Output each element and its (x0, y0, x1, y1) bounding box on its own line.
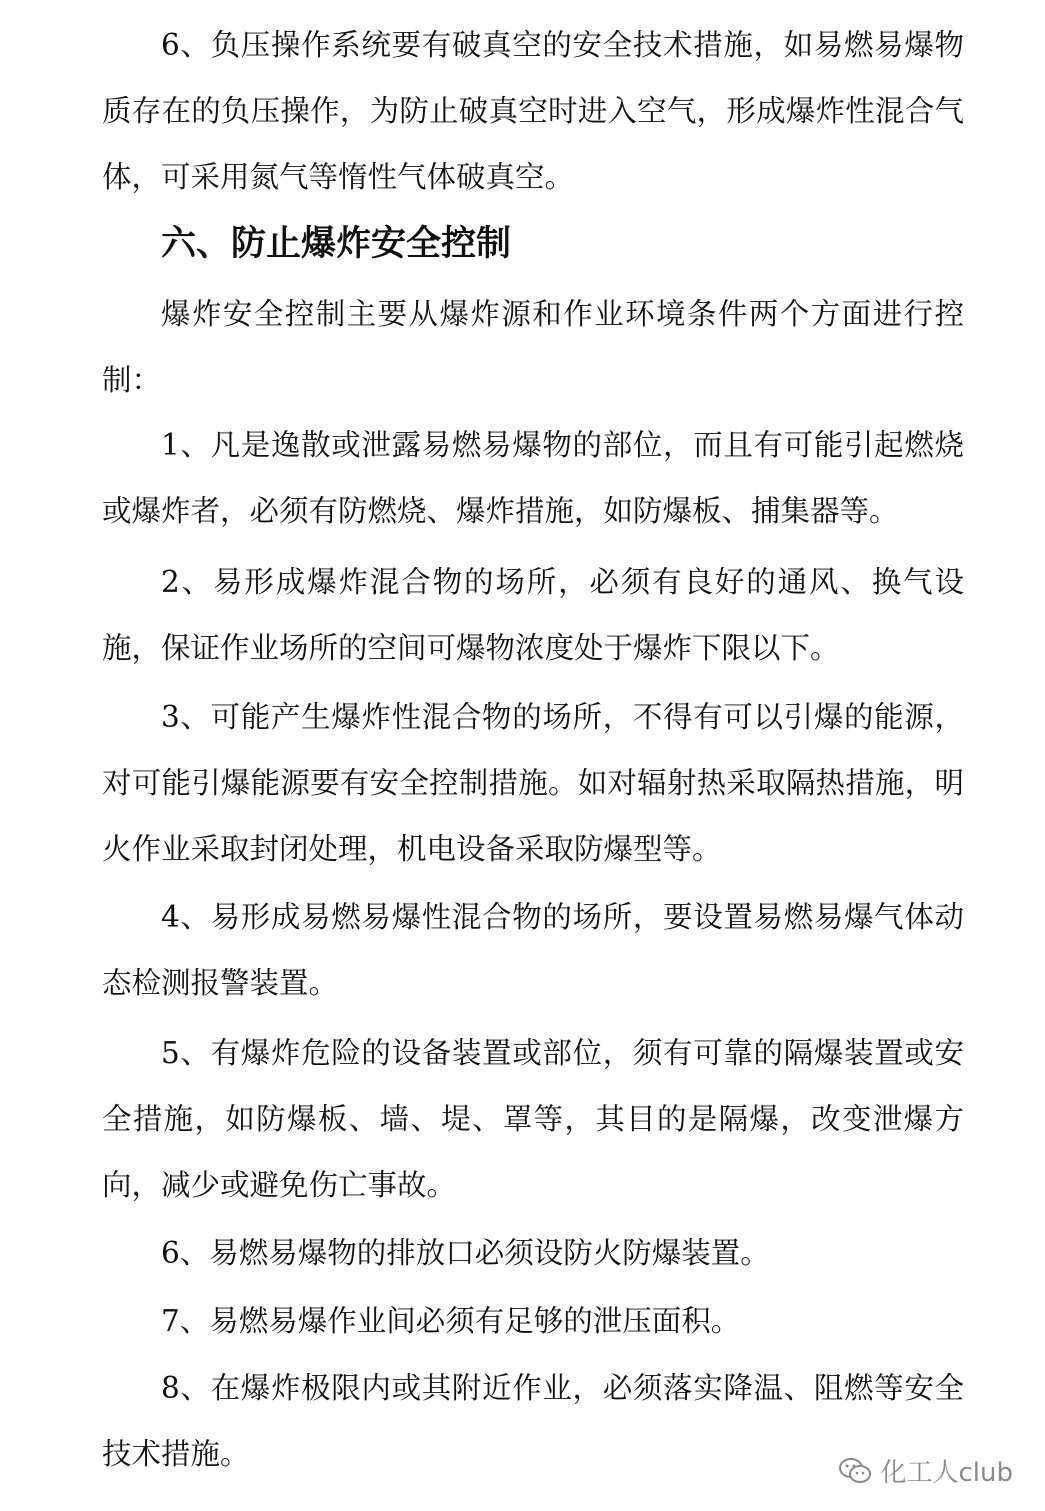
paragraph-item-3: 3、可能产生爆炸性混合物的场所，不得有可以引爆的能源，对可能引爆能源要有安全控制措施。如对辐射热采取隔热措施，明火作业采取封闭处理，机电设备采取防爆型等。 (102, 700, 964, 866)
section-heading: 六、防止爆炸安全控制 (161, 224, 512, 264)
paragraph-item-6: 6、易燃易爆物的排放口必须设防火防爆装置。 (161, 1236, 770, 1270)
paragraph-item-5: 5、有爆炸危险的设备装置或部位，须有可靠的隔爆装置或安全措施，如防爆板、墙、堤、罩等，其目的是隔爆，改变泄爆方向，减少或避免伤亡事故。 (102, 1036, 964, 1202)
paragraph-vacuum-measures: 6、负压操作系统要有破真空的安全技术措施，如易燃易爆物质存在的负压操作，为防止破真空时进入空气，形成爆炸性混合气体，可采用氮气等惰性气体破真空。 (102, 28, 964, 194)
paragraph-item-2: 2、易形成爆炸混合物的场所，必须有良好的通风、换气设施，保证作业场所的空间可爆物浓度处于爆炸下限以下。 (102, 565, 964, 665)
watermark (838, 1452, 1013, 1489)
paragraph-item-7: 7、易燃易爆作业间必须有足够的泄压面积。 (161, 1304, 741, 1338)
paragraph-intro: 爆炸安全控制主要从爆炸源和作业环境条件两个方面进行控制： (102, 297, 964, 397)
watermark-text: 化工人club (880, 1458, 1013, 1488)
paragraph-item-8: 8、在爆炸极限内或其附近作业，必须落实降温、阻燃等安全技术措施。 (102, 1371, 964, 1471)
paragraph-item-4: 4、易形成易燃易爆性混合物的场所，要设置易燃易爆气体动态检测报警装置。 (102, 900, 964, 1000)
paragraph-item-1: 1、凡是逸散或泄露易燃易爆物的部位，而且有可能引起燃烧或爆炸者，必须有防燃烧、爆炸措施，如防爆板、捕集器等。 (102, 428, 964, 528)
wechat-icon (838, 1457, 872, 1485)
